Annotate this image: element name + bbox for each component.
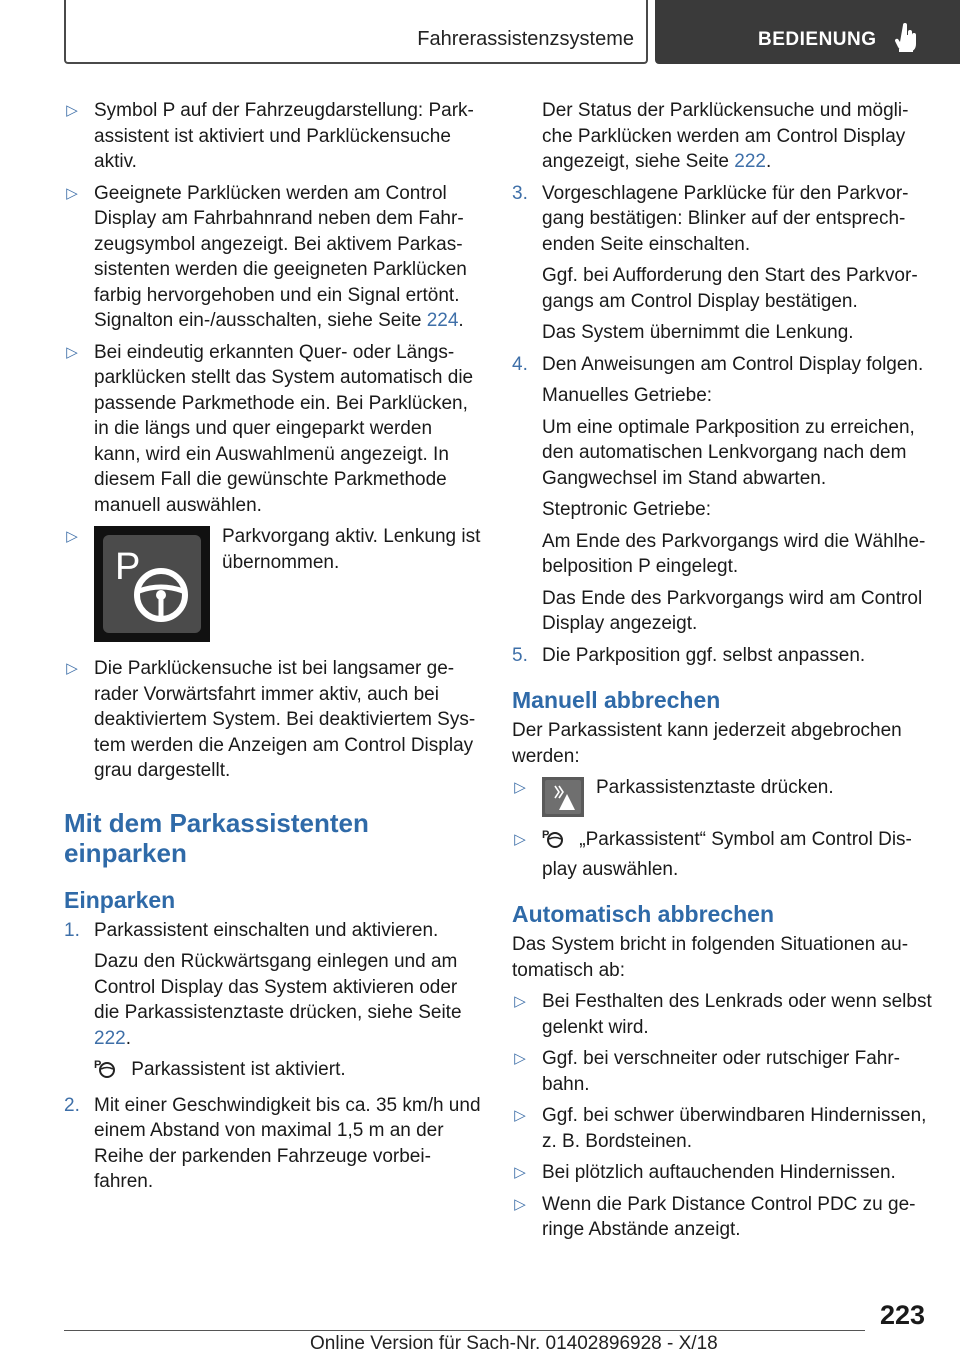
step-detail: Der Status der Parklückensuche und mögliche Parklücken werden am Control Display angezeigt, siehe Seite 222. xyxy=(542,100,909,172)
list-item: ▷ Geeignete Parklücken werden am Control Display am Fahrbahnrand neben dem Fahrzeugsymbol angezeigt. Bei aktivem Parkassistenten werden die geeigneten Parklücken farbig hervorgehoben und ein Signal ertönt. Signalton ein-/ausschalten, siehe Seite 224. xyxy=(64,181,482,334)
page-number: 223 xyxy=(880,1300,926,1330)
bullet-marker: ▷ xyxy=(514,993,526,1010)
list-item xyxy=(512,989,932,1040)
step-item xyxy=(64,1093,482,1195)
bullet-marker: ▷ xyxy=(514,1107,526,1124)
chapter-title: BEDIENUNG xyxy=(758,29,877,50)
bullet-marker: ▷ xyxy=(66,343,78,361)
list-item xyxy=(512,1046,932,1097)
step-detail: Am Ende des Parkvorgangs wird die Wählhebelposition P eingelegt. xyxy=(542,530,926,577)
bullet-text: Ggf. bei schwer überwindbaren Hindernissen, z. B. Bordsteinen. xyxy=(542,1105,927,1152)
list-item xyxy=(64,656,482,784)
bullet-marker: ▷ xyxy=(514,1164,526,1181)
bullet-text: Wenn die Park Distance Control PDC zu geringe Abstände anzeigt. xyxy=(542,1193,916,1240)
parking-assistant-symbol-icon xyxy=(542,827,564,857)
step-detail: Steptronic Getriebe: xyxy=(542,499,711,520)
svg-text:P: P xyxy=(542,829,550,841)
bullet-text: Parkassistenztaste drücken. xyxy=(596,777,834,798)
bullet-marker: ▷ xyxy=(66,660,78,677)
page-link[interactable]: 222 xyxy=(94,1027,126,1049)
step-number: 1. xyxy=(64,919,80,941)
step-number: 3. xyxy=(512,182,528,204)
footer-divider xyxy=(64,1330,865,1331)
bullet-marker: ▷ xyxy=(514,779,526,796)
header-section-tab xyxy=(64,0,648,64)
page-link[interactable]: 222 xyxy=(734,151,766,172)
step-item xyxy=(512,352,932,378)
step-detail: Das System übernimmt die Lenkung. xyxy=(542,322,854,343)
parking-assist-button-icon xyxy=(542,777,584,817)
list-item xyxy=(512,1160,932,1186)
step-detail: Um eine optimale Parkposition zu erreichen, den automatischen Lenkvorgang nach dem Gangwechsel im Stand abwarten. xyxy=(542,416,915,489)
step-detail: Dazu den Rückwärtsgang einlegen und am Control Display das System aktivieren oder die Parkassistenztaste drücken, siehe Seite 222. xyxy=(94,951,462,1049)
step-detail: Ggf. bei Aufforderung den Start des Parkvorgangs am Control Display bestätigen. xyxy=(542,265,918,312)
step-text: Parkassistent einschalten und aktivieren. xyxy=(94,919,439,941)
list-item-with-icon xyxy=(64,524,482,650)
hand-pointer-icon xyxy=(895,23,919,58)
bullet-marker: ▷ xyxy=(66,528,78,545)
bullet-marker: ▷ xyxy=(514,831,526,848)
list-item-with-icon xyxy=(512,775,932,821)
bullet-text: Ggf. bei verschneiter oder rutschiger Fahrbahn. xyxy=(542,1048,900,1095)
list-item xyxy=(64,98,482,175)
step-text: Die Parkposition ggf. selbst anpassen. xyxy=(542,644,866,666)
step-text: Vorgeschlagene Parklücke für den Parkvorgang bestätigen: Blinker auf der entsprechenden Seite einschalten. xyxy=(542,182,909,255)
footer-text: Online Version für Sach-Nr. 01402896928 - X/18 xyxy=(310,1333,718,1354)
step-text: Mit einer Geschwindigkeit bis ca. 35 km/h und einem Abstand von maximal 1,5 m an der Reihe der parkenden Fahrzeuge vorbeifahren. xyxy=(94,1094,481,1192)
step-text: Den Anweisungen am Control Display folgen. xyxy=(542,353,924,375)
step-number: 4. xyxy=(512,353,528,375)
parking-assistant-symbol-icon xyxy=(94,1057,116,1087)
list-item xyxy=(512,1103,932,1154)
bullet-text: Symbol P auf der Fahrzeugdarstellung: Parkassistent ist aktiviert und Parklückensuche aktiv. xyxy=(94,100,474,172)
bullet-text: Bei eindeutig erkannten Quer- oder Längsparklücken stellt das System automatisch die passende Parkmethode ein. Bei Parklücken, in die längs und quer eingeparkt werden kann, wird ein Auswahlmenü angezeigt. In diesem Fall die gewünschte Parkmethode manuell auswählen. xyxy=(94,341,474,516)
step-item xyxy=(512,643,932,669)
bullet-marker: ▷ xyxy=(514,1050,526,1067)
parking-steering-icon xyxy=(94,526,210,642)
subsection-heading: Einparken xyxy=(64,886,176,913)
svg-text:P: P xyxy=(115,546,141,588)
step-note: P Parkassistent ist aktiviert. xyxy=(64,1057,482,1087)
section-heading: Mit dem Parkassistenten einparken xyxy=(64,807,369,868)
section-title: Fahrerassistenzsysteme xyxy=(417,28,634,50)
paragraph: Das System bricht in folgenden Situationen automatisch ab: xyxy=(512,934,909,981)
bullet-marker: ▷ xyxy=(66,102,78,119)
step-number: 2. xyxy=(64,1094,80,1116)
bullet-text: Bei Festhalten des Lenkrads oder wenn selbst gelenkt wird. xyxy=(542,991,932,1038)
bullet-text: Geeignete Parklücken werden am Control Display am Fahrbahnrand neben dem Fahrzeugsymbol angezeigt. Bei aktivem Parkassistenten werden die geeigneten Parklücken farbig hervorgehoben und ein Signal ertönt. Signalton ein-/ausschalten, siehe Seite xyxy=(94,182,467,331)
subsection-heading: Automatisch abbrechen xyxy=(512,901,774,927)
list-item xyxy=(512,827,932,882)
subsection-heading: Manuell abbrechen xyxy=(512,687,721,713)
right-column xyxy=(512,98,932,1249)
list-item xyxy=(64,340,482,519)
bullet-text: Bei plötzlich auftauchenden Hindernissen. xyxy=(542,1162,896,1183)
header-chapter-tab xyxy=(655,0,960,64)
page-link[interactable]: 224 xyxy=(426,310,459,331)
step-number: 5. xyxy=(512,644,528,666)
bullet-text: Parkvorgang aktiv. Lenkung ist übernommen. xyxy=(222,526,481,573)
step-item xyxy=(512,181,932,258)
paragraph: Der Parkassistent kann jederzeit abgebrochen werden: xyxy=(512,720,902,767)
list-item xyxy=(512,1192,932,1243)
step-detail: Manuelles Getriebe: xyxy=(542,385,713,406)
svg-text:P: P xyxy=(94,1059,102,1071)
bullet-marker: ▷ xyxy=(514,1195,526,1213)
step-detail: Das Ende des Parkvorgangs wird am Control Display angezeigt. xyxy=(542,587,923,634)
bullet-text: „Parkassistent“ Symbol am Control Display auswählen. xyxy=(542,829,912,880)
left-column xyxy=(64,98,482,1201)
bullet-marker: ▷ xyxy=(66,184,78,202)
step-item xyxy=(64,918,482,944)
bullet-text: Die Parklückensuche ist bei langsamer gerader Vorwärtsfahrt immer aktiv, auch bei deaktiviertem System. Bei deaktiviertem System werden die Anzeigen am Control Display grau dargestellt. xyxy=(94,658,476,781)
